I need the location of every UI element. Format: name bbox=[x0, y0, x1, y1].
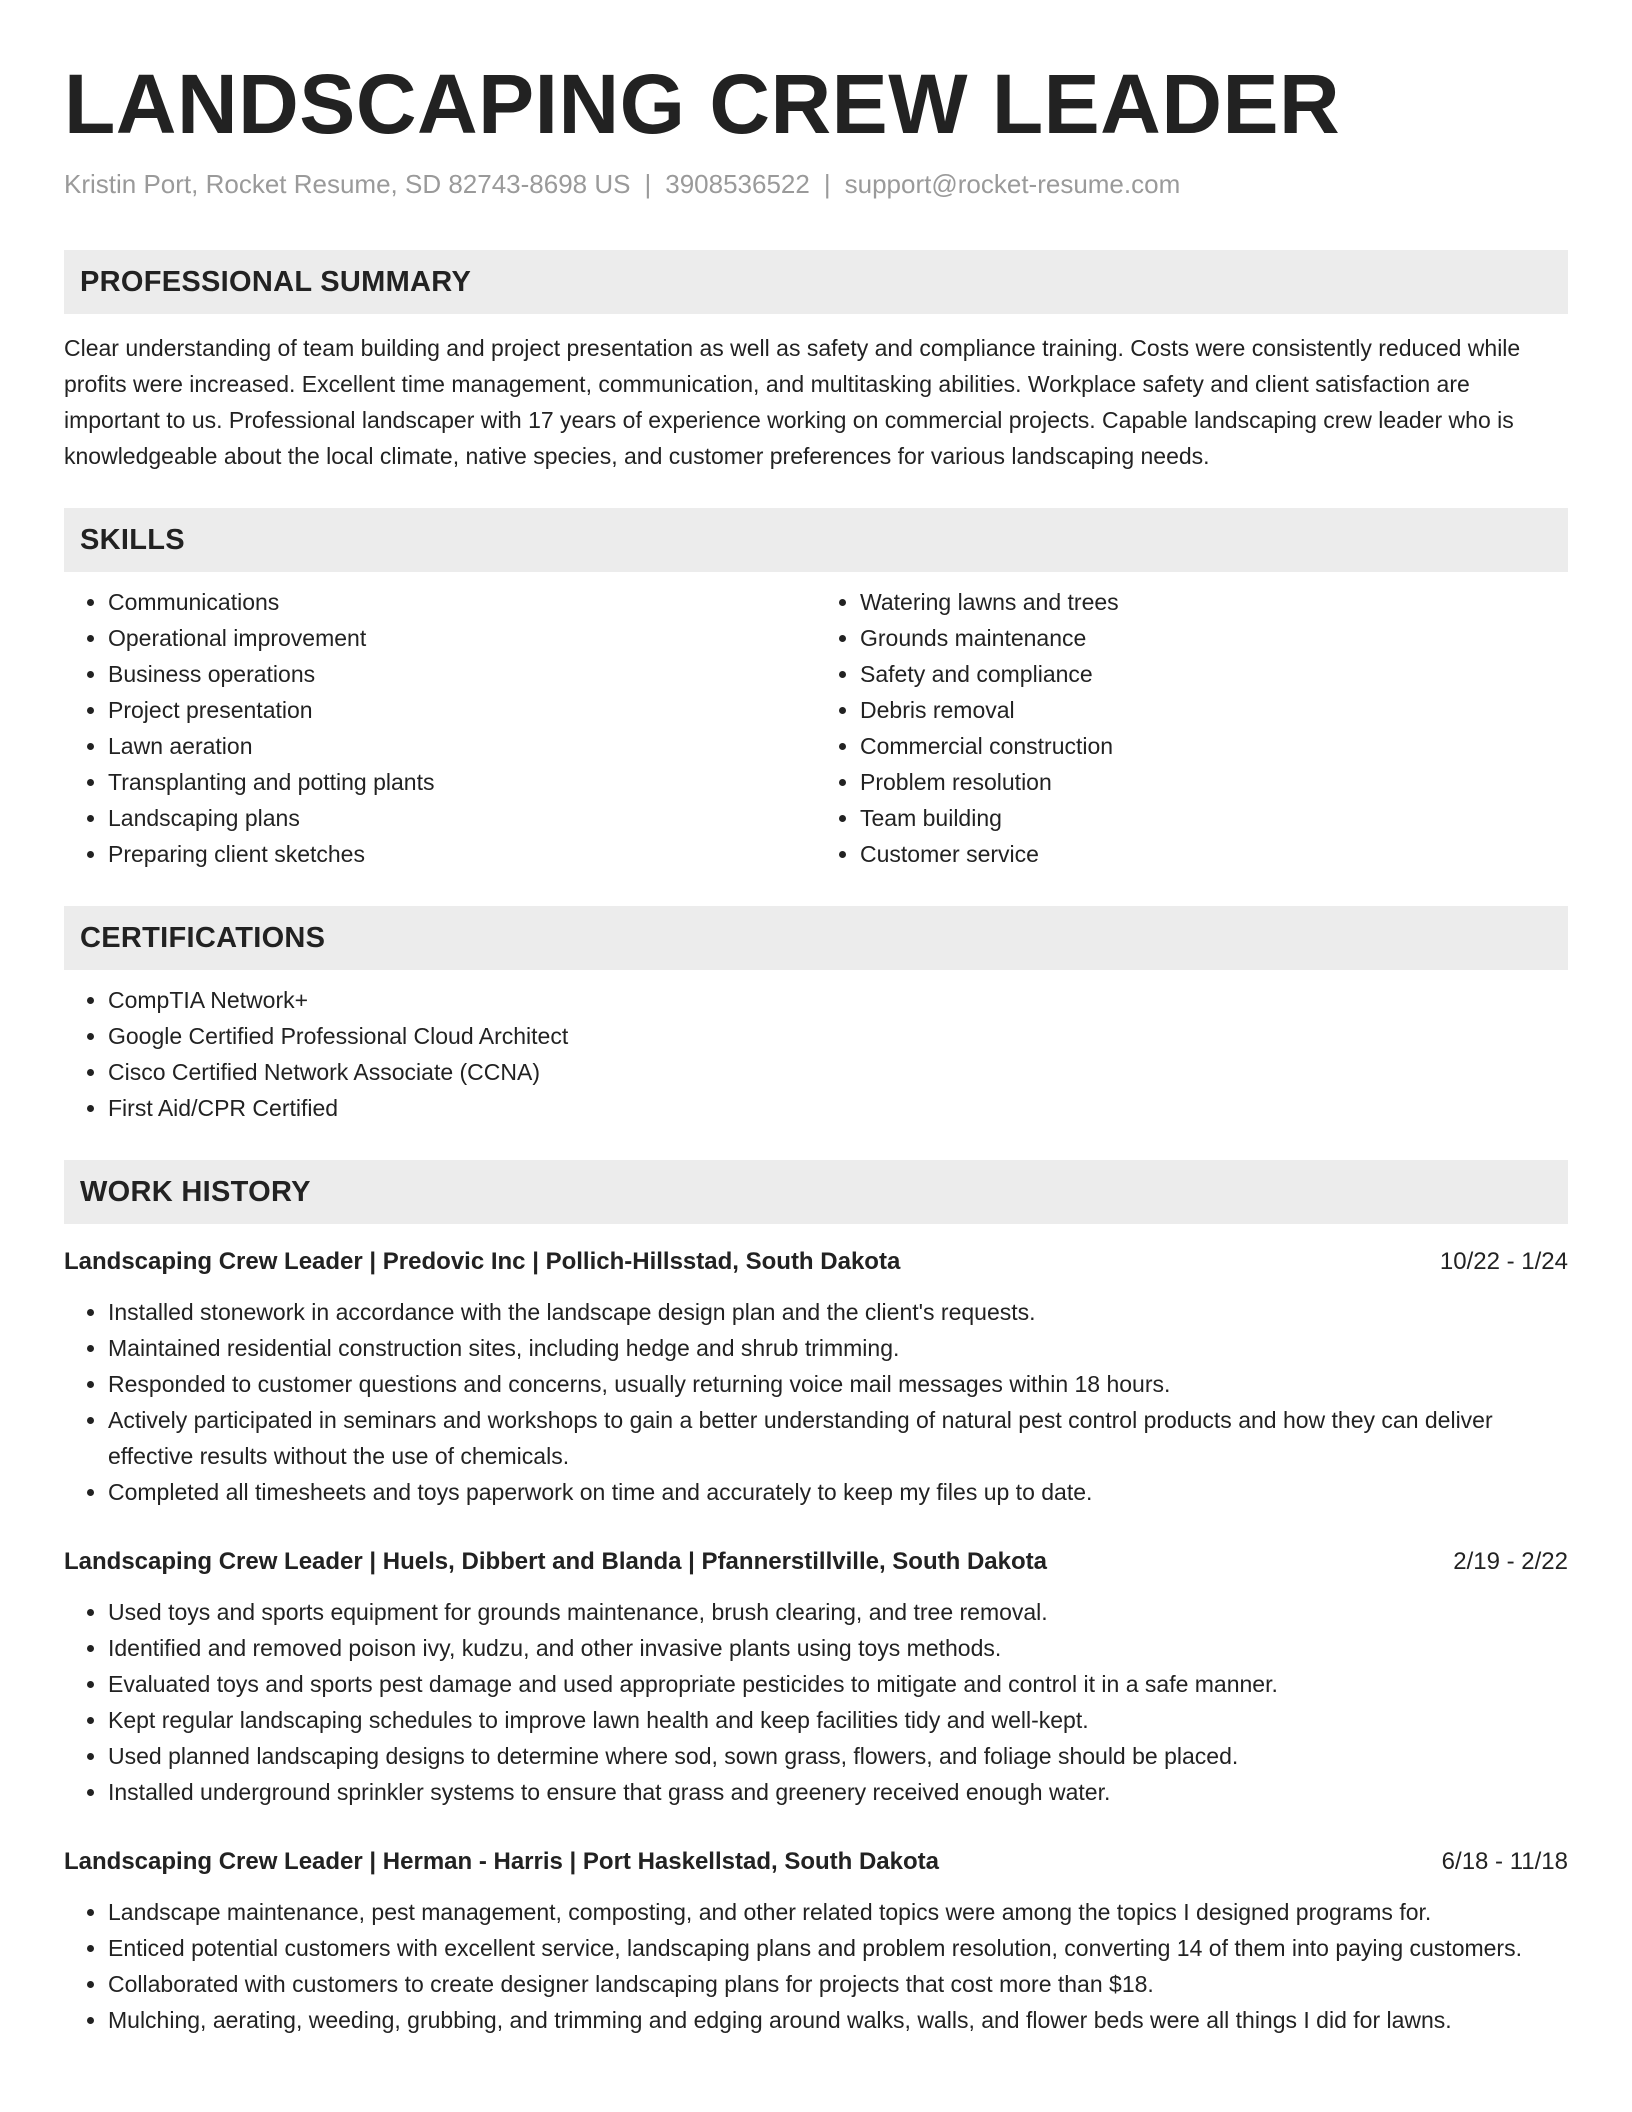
skill-item: • Lawn aeration bbox=[108, 728, 816, 764]
job-bullet: • Used toys and sports equipment for grounds maintenance, brush clearing, and tree removal. bbox=[108, 1594, 1568, 1630]
work-history bbox=[64, 1244, 1568, 2038]
skill-item: • Landscaping plans bbox=[108, 800, 816, 836]
job-bullet: • Installed stonework in accordance with the landscape design plan and the client's requests. bbox=[108, 1294, 1568, 1330]
job-entry bbox=[64, 1244, 1568, 1510]
skill-item: • Commercial construction bbox=[860, 728, 1568, 764]
skills-right-list bbox=[816, 584, 1568, 872]
job-bullets bbox=[64, 1894, 1568, 2038]
job-title: Landscaping Crew Leader | Herman - Harris | Port Haskellstad, South Dakota bbox=[64, 1848, 940, 1875]
skill-item: • Problem resolution bbox=[860, 764, 1568, 800]
certification-item: • First Aid/CPR Certified bbox=[108, 1090, 1568, 1126]
certification-item: • Cisco Certified Network Associate (CCNA) bbox=[108, 1054, 1568, 1090]
certifications-list bbox=[64, 982, 1568, 1126]
work-section-header bbox=[64, 1160, 1568, 1224]
job-bullets bbox=[64, 1594, 1568, 1810]
job-bullet: • Enticed potential customers with excellent service, landscaping plans and problem resolution, converting 14 of them into paying customers. bbox=[108, 1930, 1568, 1966]
job-dates: 2/19 - 2/22 bbox=[1453, 1548, 1568, 1575]
skill-item: • Grounds maintenance bbox=[860, 620, 1568, 656]
job-header bbox=[64, 1844, 1568, 1880]
job-bullet: • Installed underground sprinkler systems to ensure that grass and greenery received enough water. bbox=[108, 1774, 1568, 1810]
job-bullet: • Collaborated with customers to create designer landscaping plans for projects that cost more than $18. bbox=[108, 1966, 1568, 2002]
job-bullet: • Kept regular landscaping schedules to improve lawn health and keep facilities tidy and well-kept. bbox=[108, 1702, 1568, 1738]
skill-item: • Transplanting and potting plants bbox=[108, 764, 816, 800]
job-dates: 6/18 - 11/18 bbox=[1441, 1848, 1568, 1875]
job-bullet: • Identified and removed poison ivy, kudzu, and other invasive plants using toys methods. bbox=[108, 1630, 1568, 1666]
job-bullet: • Used planned landscaping designs to determine where sod, sown grass, flowers, and foliage should be placed. bbox=[108, 1738, 1568, 1774]
job-bullets bbox=[64, 1294, 1568, 1510]
certifications-section-header bbox=[64, 906, 1568, 970]
job-dates: 10/22 - 1/24 bbox=[1439, 1248, 1568, 1275]
job-bullet: • Actively participated in seminars and workshops to gain a better understanding of natural pest control products and how they can deliver effective results without the use of chemicals. bbox=[108, 1402, 1568, 1474]
skill-item: • Business operations bbox=[108, 656, 816, 692]
skills-heading: SKILLS bbox=[80, 523, 185, 556]
certifications-heading: CERTIFICATIONS bbox=[80, 921, 326, 954]
job-bullet: • Mulching, aerating, weeding, grubbing, and trimming and edging around walks, walls, and flower beds were all things I did for lawns. bbox=[108, 2002, 1568, 2038]
job-bullet: • Completed all timesheets and toys paperwork on time and accurately to keep my files up to date. bbox=[108, 1474, 1568, 1510]
skill-item: • Operational improvement bbox=[108, 620, 816, 656]
contact-phone: 3908536522 bbox=[665, 169, 810, 199]
job-entry bbox=[64, 1844, 1568, 2038]
skill-item: • Watering lawns and trees bbox=[860, 584, 1568, 620]
skill-item: • Safety and compliance bbox=[860, 656, 1568, 692]
skills-grid bbox=[64, 584, 1568, 872]
skill-item: • Team building bbox=[860, 800, 1568, 836]
contact-separator: | bbox=[823, 169, 831, 199]
work-heading: WORK HISTORY bbox=[80, 1175, 311, 1208]
job-bullet: • Responded to customer questions and concerns, usually returning voice mail messages within 18 hours. bbox=[108, 1366, 1568, 1402]
certification-item: • CompTIA Network+ bbox=[108, 982, 1568, 1018]
job-bullet: • Maintained residential construction sites, including hedge and shrub trimming. bbox=[108, 1330, 1568, 1366]
summary-heading: PROFESSIONAL SUMMARY bbox=[80, 265, 472, 298]
contact-address: Kristin Port, Rocket Resume, SD 82743-8698 US bbox=[64, 169, 631, 199]
summary-section-header bbox=[64, 250, 1568, 314]
job-header bbox=[64, 1244, 1568, 1280]
contact-line bbox=[64, 166, 1568, 202]
skills-left-list bbox=[64, 584, 816, 872]
skills-section-header bbox=[64, 508, 1568, 572]
contact-separator: | bbox=[644, 169, 652, 199]
skill-item: • Project presentation bbox=[108, 692, 816, 728]
job-title: Landscaping Crew Leader | Predovic Inc | Pollich-Hillsstad, South Dakota bbox=[64, 1248, 901, 1275]
skill-item: • Communications bbox=[108, 584, 816, 620]
contact-email: support@rocket-resume.com bbox=[844, 169, 1181, 199]
skill-item: • Preparing client sketches bbox=[108, 836, 816, 872]
resume-title: LANDSCAPING CREW LEADER bbox=[64, 57, 1341, 151]
summary-text: Clear understanding of team building and project presentation as well as safety and compliance training. Costs were consistently reduced while profits were increased. Excellent time management, communication, and multitasking abilities. Workplace safety and client satisfaction are important to us. Professional landscaper with 17 years of experience working on commercial projects. Capable landscaping crew leader who is knowledgeable about the local climate, native species, and customer preferences for various landscaping needs. bbox=[64, 335, 1521, 469]
skill-item: • Customer service bbox=[860, 836, 1568, 872]
resume-page bbox=[64, 52, 1568, 2038]
certification-item: • Google Certified Professional Cloud Architect bbox=[108, 1018, 1568, 1054]
job-title: Landscaping Crew Leader | Huels, Dibbert and Blanda | Pfannerstillville, South Dakota bbox=[64, 1548, 1047, 1575]
job-bullet: • Landscape maintenance, pest management, composting, and other related topics were among the topics I designed programs for. bbox=[108, 1894, 1568, 1930]
job-header bbox=[64, 1544, 1568, 1580]
skill-item: • Debris removal bbox=[860, 692, 1568, 728]
job-entry bbox=[64, 1544, 1568, 1810]
job-bullet: • Evaluated toys and sports pest damage and used appropriate pesticides to mitigate and control it in a safe manner. bbox=[108, 1666, 1568, 1702]
